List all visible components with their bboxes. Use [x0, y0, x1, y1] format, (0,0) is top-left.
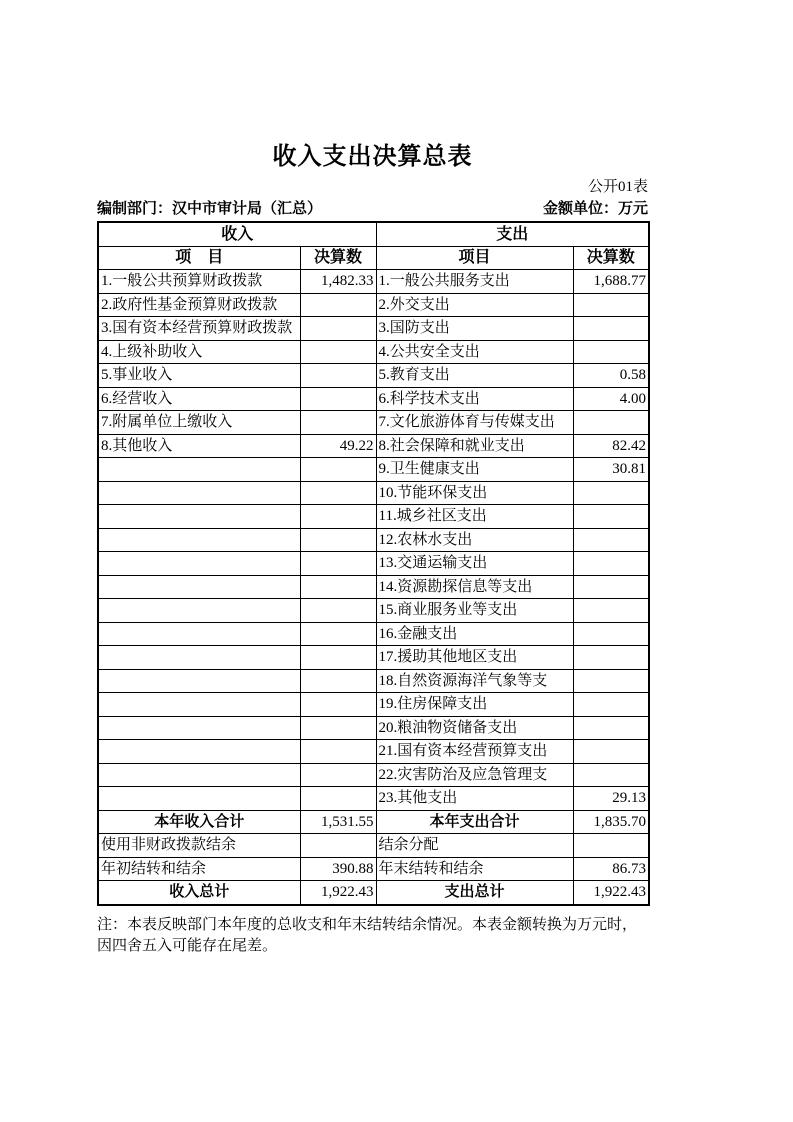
expense-item-cell: 19.住房保障支出: [376, 693, 573, 717]
table-row: [98, 881, 649, 905]
income-value-cell: [300, 411, 376, 435]
income-item-cell: 6.经营收入: [98, 387, 300, 411]
table-row: [98, 340, 649, 364]
expense-value-cell: [573, 317, 649, 341]
revenue-expenditure-table: [97, 221, 650, 906]
expense-value-cell: [573, 505, 649, 529]
section-header-row: [98, 222, 649, 246]
income-value-cell: [300, 481, 376, 505]
income-item-cell: 5.事业收入: [98, 364, 300, 388]
income-item-cell: [98, 740, 300, 764]
table-row: [98, 293, 649, 317]
income-item-cell: [98, 693, 300, 717]
expense-item-cell: 22.灾害防治及应急管理支: [376, 763, 573, 787]
table-head: [98, 222, 649, 270]
expense-item-cell: 本年支出合计: [376, 810, 573, 834]
expense-value-cell: 29.13: [573, 787, 649, 811]
expense-value-cell: 82.42: [573, 434, 649, 458]
income-item-cell: [98, 481, 300, 505]
table-row: [98, 505, 649, 529]
income-value-cell: [300, 528, 376, 552]
income-item-cell: 使用非财政拨款结余: [98, 834, 300, 858]
page-title: 收入支出决算总表: [272, 143, 473, 170]
income-value-cell: [300, 599, 376, 623]
expense-item-cell: 年末结转和结余: [376, 857, 573, 881]
income-item-cell: 1.一般公共预算财政拨款: [98, 270, 300, 294]
income-item-cell: [98, 787, 300, 811]
table-row: [98, 622, 649, 646]
expense-item-cell: 4.公共安全支出: [376, 340, 573, 364]
income-value-cell: [300, 293, 376, 317]
income-value-cell: [300, 317, 376, 341]
income-value-cell: 49.22: [300, 434, 376, 458]
expense-item-cell: 支出总计: [376, 881, 573, 905]
table-row: [98, 458, 649, 482]
income-value-cell: [300, 622, 376, 646]
doc-number-label: 公开01表: [587, 179, 648, 196]
income-item-cell: [98, 646, 300, 670]
expense-item-cell: 18.自然资源海洋气象等支: [376, 669, 573, 693]
income-item-cell: [98, 458, 300, 482]
expense-item-cell: 12.农林水支出: [376, 528, 573, 552]
income-value-cell: [300, 552, 376, 576]
expense-item-header: 项目: [376, 246, 573, 270]
income-value-cell: [300, 505, 376, 529]
expense-value-cell: [573, 693, 649, 717]
expense-item-cell: 11.城乡社区支出: [376, 505, 573, 529]
expense-value-cell: [573, 622, 649, 646]
table-row: [98, 740, 649, 764]
expense-value-cell: [573, 740, 649, 764]
income-value-cell: 1,482.33: [300, 270, 376, 294]
prepared-by-label: 编制部门：汉中市审计局（汇总）: [97, 201, 323, 218]
table-row: [98, 481, 649, 505]
expense-value-cell: [573, 575, 649, 599]
income-value-cell: [300, 458, 376, 482]
expense-item-cell: 6.科学技术支出: [376, 387, 573, 411]
table-body: [98, 270, 649, 905]
expense-item-cell: 5.教育支出: [376, 364, 573, 388]
income-item-cell: [98, 552, 300, 576]
income-item-cell: [98, 763, 300, 787]
expense-item-cell: 1.一般公共服务支出: [376, 270, 573, 294]
expense-item-cell: 21.国有资本经营预算支出: [376, 740, 573, 764]
income-item-cell: 收入总计: [98, 881, 300, 905]
expense-item-cell: 2.外交支出: [376, 293, 573, 317]
note-text: [97, 915, 648, 958]
table-row: [98, 317, 649, 341]
income-value-cell: [300, 693, 376, 717]
table-row: [98, 270, 649, 294]
income-item-cell: 3.国有资本经营预算财政拨款: [98, 317, 300, 341]
income-item-cell: 2.政府性基金预算财政拨款: [98, 293, 300, 317]
note-line-1: 注：本表反映部门本年度的总收支和年末结转结余情况。本表金额转换为万元时，: [97, 916, 638, 933]
table-row: [98, 669, 649, 693]
expense-item-cell: 13.交通运输支出: [376, 552, 573, 576]
income-section-header: 收入: [98, 222, 376, 246]
expense-value-cell: [573, 552, 649, 576]
expense-value-cell: [573, 763, 649, 787]
income-value-cell: [300, 364, 376, 388]
expense-section-header: 支出: [376, 222, 649, 246]
income-item-cell: [98, 599, 300, 623]
table-row: [98, 763, 649, 787]
income-item-cell: [98, 716, 300, 740]
table-row: [98, 411, 649, 435]
expense-item-cell: 10.节能环保支出: [376, 481, 573, 505]
expense-value-cell: [573, 834, 649, 858]
income-value-cell: 390.88: [300, 857, 376, 881]
income-item-cell: [98, 622, 300, 646]
expense-item-cell: 3.国防支出: [376, 317, 573, 341]
table-row: [98, 716, 649, 740]
unit-label: 金额单位：万元: [542, 201, 648, 218]
expense-item-cell: 23.其他支出: [376, 787, 573, 811]
income-value-cell: [300, 763, 376, 787]
expense-value-cell: 86.73: [573, 857, 649, 881]
table-row: [98, 528, 649, 552]
expense-item-cell: 9.卫生健康支出: [376, 458, 573, 482]
expense-item-cell: 15.商业服务业等支出: [376, 599, 573, 623]
expense-value-cell: 1,835.70: [573, 810, 649, 834]
expense-value-cell: [573, 646, 649, 670]
expense-item-cell: 17.援助其他地区支出: [376, 646, 573, 670]
expense-value-cell: [573, 716, 649, 740]
income-item-cell: 7.附属单位上缴收入: [98, 411, 300, 435]
table-row: [98, 387, 649, 411]
expense-value-cell: [573, 528, 649, 552]
income-item-cell: 本年收入合计: [98, 810, 300, 834]
table-row: [98, 834, 649, 858]
expense-value-cell: 1,922.43: [573, 881, 649, 905]
income-item-cell: [98, 505, 300, 529]
expense-item-cell: 20.粮油物资储备支出: [376, 716, 573, 740]
expense-value-cell: 1,688.77: [573, 270, 649, 294]
income-item-cell: [98, 528, 300, 552]
statement-sheet: [97, 0, 648, 957]
income-value-cell: [300, 740, 376, 764]
income-value-cell: [300, 834, 376, 858]
table-row: [98, 810, 649, 834]
table-row: [98, 552, 649, 576]
table-row: [98, 646, 649, 670]
column-header-row: [98, 246, 649, 270]
expense-item-cell: 14.资源勘探信息等支出: [376, 575, 573, 599]
expense-item-cell: 16.金融支出: [376, 622, 573, 646]
expense-value-header: 决算数: [573, 246, 649, 270]
meta-row: [97, 200, 648, 221]
income-value-cell: [300, 575, 376, 599]
income-item-cell: [98, 575, 300, 599]
table-row: [98, 693, 649, 717]
income-item-cell: 8.其他收入: [98, 434, 300, 458]
expense-value-cell: 4.00: [573, 387, 649, 411]
income-value-cell: [300, 669, 376, 693]
income-item-cell: 4.上级补助收入: [98, 340, 300, 364]
expense-value-cell: [573, 669, 649, 693]
expense-value-cell: 0.58: [573, 364, 649, 388]
note-line-2: 因四舍五入可能存在尾差。: [97, 937, 278, 954]
income-value-cell: [300, 646, 376, 670]
expense-value-cell: [573, 411, 649, 435]
expense-value-cell: [573, 599, 649, 623]
expense-item-cell: 结余分配: [376, 834, 573, 858]
income-value-cell: 1,531.55: [300, 810, 376, 834]
income-value-cell: [300, 787, 376, 811]
table-row: [98, 434, 649, 458]
table-row: [98, 787, 649, 811]
expense-value-cell: [573, 481, 649, 505]
table-row: [98, 364, 649, 388]
income-value-cell: 1,922.43: [300, 881, 376, 905]
income-value-cell: [300, 387, 376, 411]
table-row: [98, 599, 649, 623]
expense-item-cell: 8.社会保障和就业支出: [376, 434, 573, 458]
table-row: [98, 857, 649, 881]
expense-value-cell: [573, 340, 649, 364]
income-value-header: 决算数: [300, 246, 376, 270]
expense-value-cell: 30.81: [573, 458, 649, 482]
table-row: [98, 575, 649, 599]
expense-value-cell: [573, 293, 649, 317]
income-item-cell: 年初结转和结余: [98, 857, 300, 881]
income-item-cell: [98, 669, 300, 693]
income-item-header: 项 目: [98, 246, 300, 270]
income-value-cell: [300, 340, 376, 364]
income-value-cell: [300, 716, 376, 740]
expense-item-cell: 7.文化旅游体育与传媒支出: [376, 411, 573, 435]
